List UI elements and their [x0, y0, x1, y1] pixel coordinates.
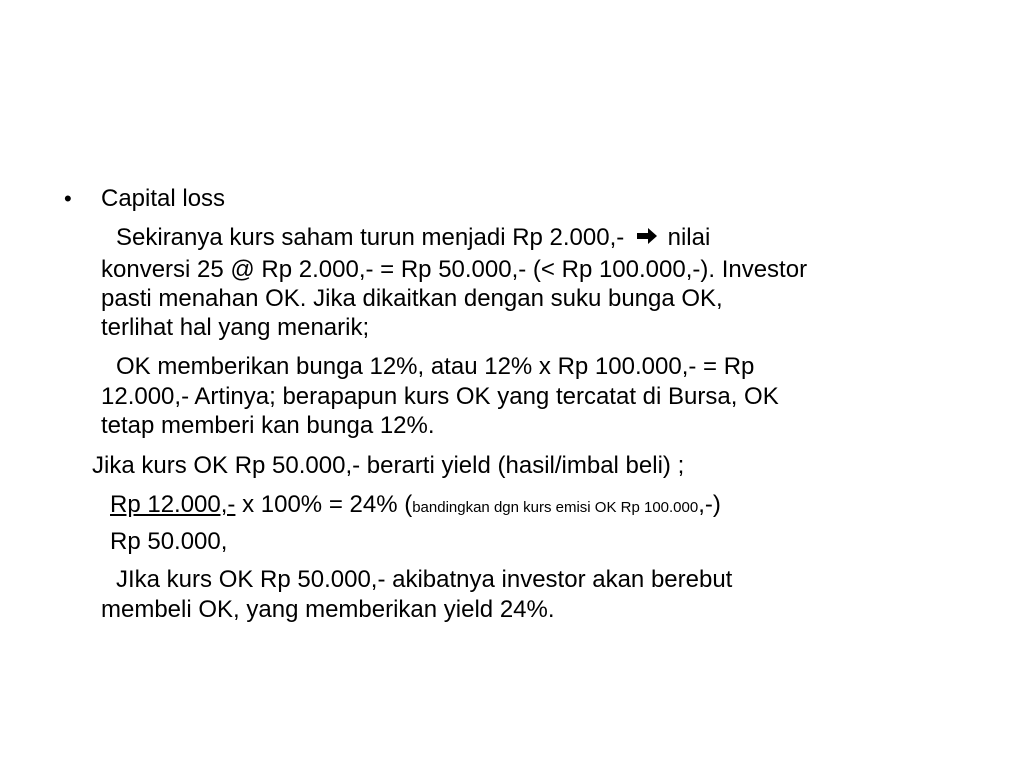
- paragraph1-line3: pasti menahan OK. Jika dikaitkan dengan suku bunga OK,: [101, 285, 723, 312]
- paragraph1-line2: konversi 25 @ Rp 2.000,- = Rp 50.000,- (< Rp 100.000,-). Investor: [101, 256, 808, 283]
- conclusion-line2: membeli OK, yang memberikan yield 24%.: [101, 596, 555, 623]
- formula-numerator: Rp 12.000,-: [110, 491, 236, 518]
- paragraph1-line1-before: Sekiranya kurs saham turun menjadi Rp 2.000,-: [116, 224, 625, 251]
- paragraph1-line1: [116, 223, 710, 253]
- paragraph2-line1: OK memberikan bunga 12%, atau 12% x Rp 100.000,- = Rp: [116, 353, 755, 380]
- conclusion-line1: JIka kurs OK Rp 50.000,- akibatnya investor akan berebut: [116, 566, 733, 593]
- paragraph2-line3: tetap memberi kan bunga 12%.: [101, 412, 435, 439]
- paragraph1-line1-after: nilai: [667, 224, 711, 251]
- yield-intro: Jika kurs OK Rp 50.000,- berarti yield (hasil/imbal beli) ;: [92, 452, 685, 479]
- paragraph2-line2: 12.000,- Artinya; berapapun kurs OK yang tercatat di Bursa, OK: [101, 383, 779, 410]
- paragraph1-line4: terlihat hal yang menarik;: [101, 314, 370, 341]
- formula-denominator: Rp 50.000,: [110, 528, 228, 555]
- bullet-point: •: [64, 186, 72, 211]
- slide-heading: Capital loss: [101, 185, 226, 212]
- formula-note: bandingkan dgn kurs emisi OK Rp 100.000: [412, 499, 699, 516]
- formula-middle: x 100% = 24% (: [242, 491, 413, 518]
- formula-line: [110, 490, 721, 522]
- formula-tail: ,-): [698, 491, 721, 518]
- right-arrow-icon: [635, 224, 659, 253]
